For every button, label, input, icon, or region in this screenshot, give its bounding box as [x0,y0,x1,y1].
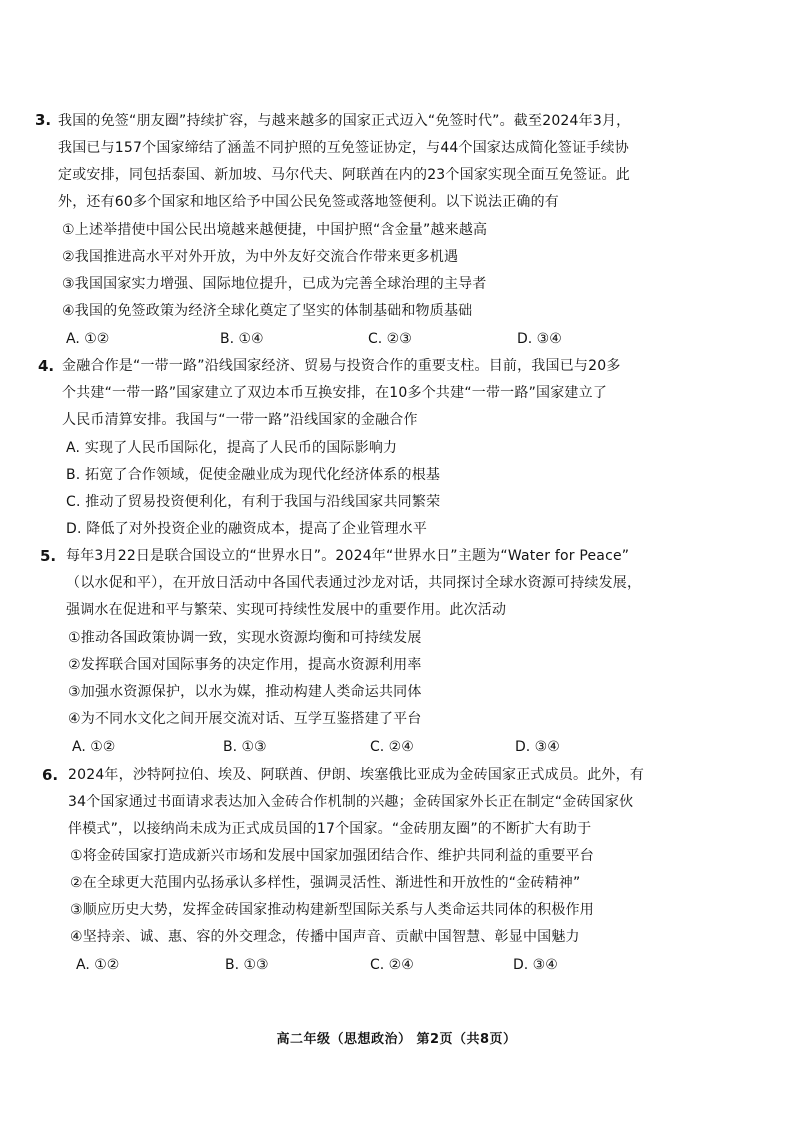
answer-choices [0,326,793,352]
answer-choices [0,734,793,760]
question-number: 6. [42,766,59,784]
statement-3: ③顺应历史大势，发挥金砖国家推动构建新型国际关系与人类命运共同体的积极作用 [70,902,594,918]
question-number: 3. [35,111,52,129]
option-b[interactable]: B. 拓宽了合作领域，促使金融业成为现代化经济体系的根基 [66,467,441,483]
statement-2: ②发挥联合国对国际事务的决定作用，提高水资源利用率 [68,657,422,673]
question-stem-line: 34个国家通过书面请求表达加入金砖合作机制的兴趣；金砖国家外长正在制定“金砖国家伙 [68,794,634,810]
question-stem-line: 伴模式”，以接纳尚未成为正式成员国的17个国家。“金砖朋友圈”的不断扩大有助于 [68,821,592,837]
question-number: 5. [40,547,57,565]
statement-4: ④我国的免签政策为经济全球化奠定了坚实的体制基础和物质基础 [62,303,473,319]
question-stem-line: 定或安排，同包括泰国、新加坡、马尔代夫、阿联酋在内的23个国家实现全面互免签证。此 [58,167,631,183]
question-stem-line: 个共建“一带一路”国家建立了双边本币互换安排，在10多个共建“一带一路”国家建立了 [62,385,608,401]
choice-a[interactable]: A. ①② [76,957,120,973]
choice-a[interactable]: A. ①② [72,739,116,755]
choice-d[interactable]: D. ③④ [515,739,560,755]
statement-4: ④为不同水文化之间开展交流对话、互学互鉴搭建了平台 [68,711,422,727]
question-stem-line: （以水促和平），在开放日活动中各国代表通过沙龙对话，共同探讨全球水资源可持续发展， [66,575,642,591]
choice-a[interactable]: A. ①② [66,331,110,347]
choice-b[interactable]: B. ①④ [220,331,264,347]
statement-3: ③加强水资源保护，以水为媒，推动构建人类命运共同体 [68,684,422,700]
choice-d[interactable]: D. ③④ [513,957,558,973]
answer-choices [0,952,793,978]
statement-1: ①将金砖国家打造成新兴市场和发展中国家加强团结合作、维护共同利益的重要平台 [70,848,594,864]
question-number: 4. [38,357,55,375]
question-stem-line: 每年3月22日是联合国设立的“世界水日”。2024年“世界水日”主题为“Water for Peace” [66,548,630,564]
option-a[interactable]: A. 实现了人民币国际化，提高了人民币的国际影响力 [66,440,398,456]
option-c[interactable]: C. 推动了贸易投资便利化，有利于我国与沿线国家共同繁荣 [66,494,441,510]
statement-2: ②在全球更大范围内弘扬承认多样性，强调灵活性、渐进性和开放性的“金砖精神” [70,875,581,891]
page-footer: 高二年级（思想政治） 第2页（共8页） [276,1032,517,1047]
choice-b[interactable]: B. ①③ [223,739,267,755]
question-stem-line: 外，还有60多个国家和地区给予中国公民免签或落地签便利。以下说法正确的有 [58,194,560,210]
question-stem-line: 2024年，沙特阿拉伯、埃及、阿联酋、伊朗、埃塞俄比亚成为金砖国家正式成员。此外，有 [68,767,645,783]
choice-c[interactable]: C. ②③ [368,331,412,347]
choice-d[interactable]: D. ③④ [517,331,562,347]
question-stem-line: 人民币清算安排。我国与“一带一路”沿线国家的金融合作 [62,412,418,428]
question-stem-line: 金融合作是“一带一路”沿线国家经济、贸易与投资合作的重要支柱。目前，我国已与20多 [62,358,621,374]
statement-1: ①上述举措使中国公民出境越来越便捷，中国护照“含金量”越来越高 [62,222,488,238]
choice-c[interactable]: C. ②④ [370,739,414,755]
question-stem-line: 我国的免签“朋友圈”持续扩容，与越来越多的国家正式迈入“免签时代”。截至2024年3月， [58,113,631,129]
option-d[interactable]: D. 降低了对外投资企业的融资成本，提高了企业管理水平 [66,521,428,537]
statement-2: ②我国推进高水平对外开放，为中外友好交流合作带来更多机遇 [62,249,459,265]
question-stem-line: 我国已与157个国家缔结了涵盖不同护照的互免签证协定，与44个国家达成简化签证手续协 [58,140,629,156]
question-stem-line: 强调水在促进和平与繁荣、实现可持续性发展中的重要作用。此次活动 [66,602,507,618]
statement-4: ④坚持亲、诚、惠、容的外交理念，传播中国声音、贡献中国智慧、彰显中国魅力 [70,929,580,945]
statement-3: ③我国国家实力增强、国际地位提升，已成为完善全球治理的主导者 [62,276,487,292]
choice-c[interactable]: C. ②④ [370,957,414,973]
choice-b[interactable]: B. ①③ [225,957,269,973]
statement-1: ①推动各国政策协调一致，实现水资源均衡和可持续发展 [68,630,422,646]
